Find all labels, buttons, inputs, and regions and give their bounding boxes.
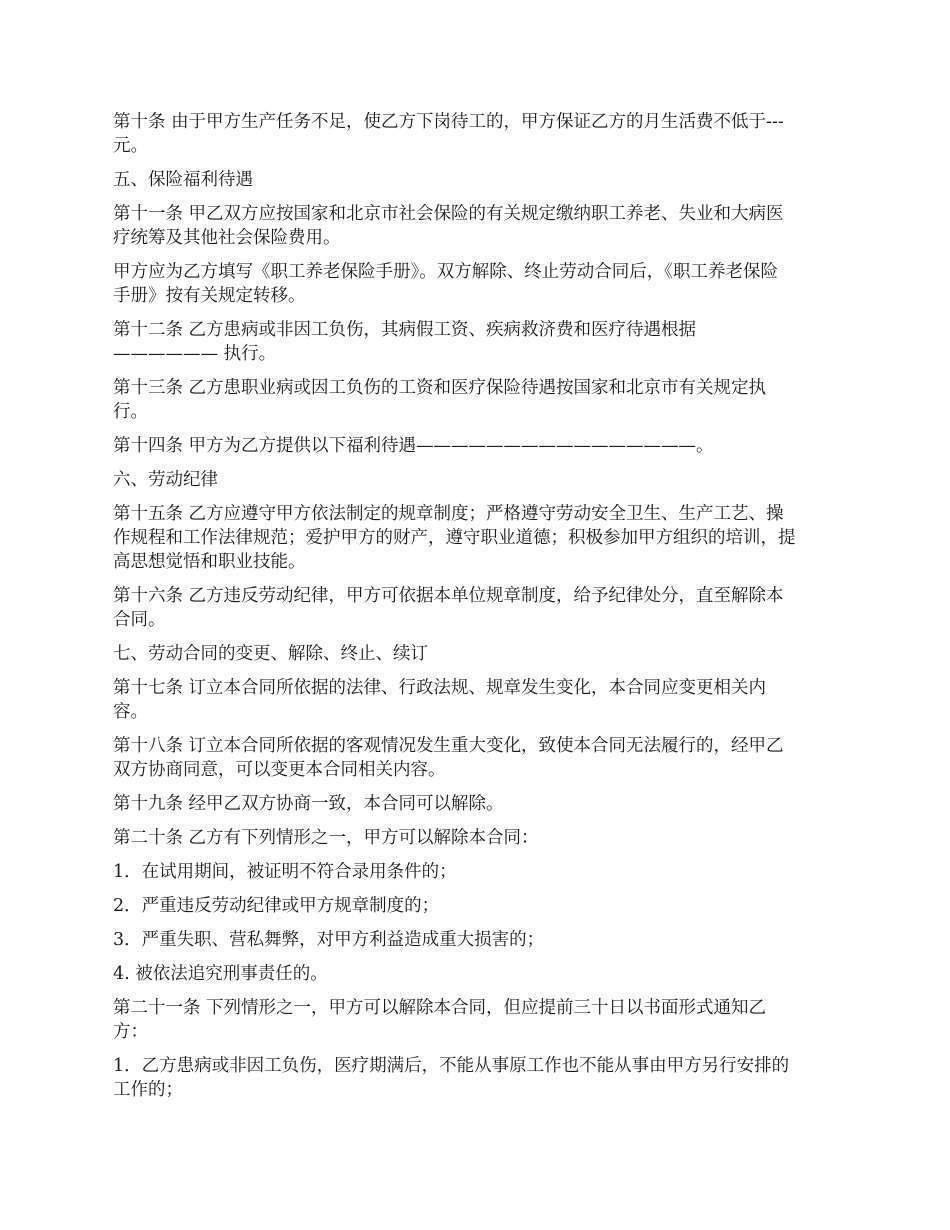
article-17: 第十七条 订立本合同所依据的法律、行政法规、规章发生变化，本合同应变更相关内 容。: [113, 678, 767, 722]
article-20-item-1: 1．在试用期间，被证明不符合录用条件的；: [113, 862, 457, 882]
document-body: [113, 110, 845, 1112]
article-21-item-1: 1．乙方患病或非因工负伤，医疗期满后，不能从事原工作也不能从事由甲方另行安排的 工作的；: [113, 1056, 790, 1100]
article-19: 第十九条 经甲乙双方协商一致，本合同可以解除。: [113, 794, 504, 814]
article-10: 第十条 由于甲方生产任务不足，使乙方下岗待工的，甲方保证乙方的月生活费不低于--- 元。: [113, 112, 784, 156]
article-12: 第十二条 乙方患病或非因工负伤，其病假工资、疾病救济费和医疗待遇根据 —————— 执行。: [113, 320, 697, 364]
article-15: 第十五条 乙方应遵守甲方依法制定的规章制度；严格遵守劳动安全卫生、生产工艺、操 作规程和工作法律规范；爱护甲方的财产，遵守职业道德；积极参加甲方组织的培训，提 高思想觉悟和职业技能。: [113, 504, 796, 572]
section-heading-contract-changes: 七、劳动合同的变更、解除、终止、续订: [113, 644, 428, 664]
section-heading-labor-discipline: 六、劳动纪律: [113, 470, 218, 490]
article-14: 第十四条 甲方为乙方提供以下福利待遇————————————————。: [113, 436, 714, 456]
article-20-item-3: 3．严重失职、营私舞弊，对甲方利益造成重大损害的；: [113, 930, 545, 950]
article-16: 第十六条 乙方违反劳动纪律，甲方可依据本单位规章制度，给予纪律处分，直至解除本 合同。: [113, 586, 784, 630]
article-21: 第二十一条 下列情形之一，甲方可以解除本合同，但应提前三十日以书面形式通知乙 方：: [113, 998, 767, 1042]
section-heading-insurance-welfare: 五、保险福利待遇: [113, 170, 253, 190]
article-18: 第十八条 订立本合同所依据的客观情况发生重大变化，致使本合同无法履行的，经甲乙 双方协商同意，可以变更本合同相关内容。: [113, 736, 784, 780]
article-20: 第二十条 乙方有下列情形之一，甲方可以解除本合同：: [113, 828, 539, 848]
article-20-item-4: 4. 被依法追究刑事责任的。: [113, 964, 328, 984]
article-11: 第十一条 甲乙双方应按国家和北京市社会保险的有关规定缴纳职工养老、失业和大病医 疗统筹及其他社会保险费用。: [113, 204, 784, 248]
article-13: 第十三条 乙方患职业病或因工负伤的工资和医疗保险待遇按国家和北京市有关规定执 行。: [113, 378, 767, 422]
article-20-item-2: 2．严重违反劳动纪律或甲方规章制度的；: [113, 896, 440, 916]
pension-handbook-paragraph: 甲方应为乙方填写《职工养老保险手册》。双方解除、终止劳动合同后，《职工养老保险 手册》按有关规定转移。: [113, 262, 778, 306]
